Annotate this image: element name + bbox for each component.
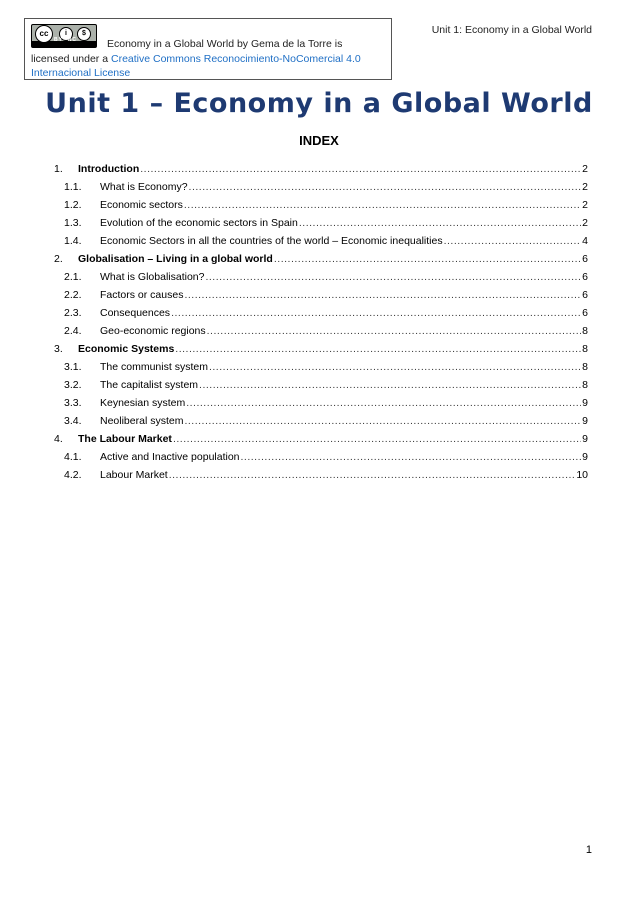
attribution-icon: i [59, 27, 73, 41]
toc-entry-page: 2 [582, 181, 588, 193]
license-box [24, 18, 392, 80]
toc-leader-dots [274, 250, 581, 268]
toc-entry-title: Labour Market [100, 469, 168, 481]
toc-entry-title: Factors or causes [100, 289, 184, 301]
license-prefix: licensed under a [31, 53, 111, 65]
license-line [31, 52, 361, 66]
index-heading: INDEX [299, 133, 339, 148]
creative-commons-link[interactable]: Creative Commons Reconocimiento-NoComercial 4.0 [110, 53, 361, 65]
toc-entry[interactable] [54, 322, 588, 340]
badge-text: BY NC [54, 37, 77, 43]
toc-entry-number: 4.1. [64, 451, 82, 463]
toc-entry-page: 2 [582, 199, 588, 211]
toc-entry-title: The communist system [100, 361, 208, 373]
toc-entry[interactable] [54, 430, 588, 448]
license-link-continued[interactable]: Internacional License [31, 67, 131, 79]
toc-leader-dots [140, 160, 581, 178]
toc-entry-number: 2. [54, 253, 63, 265]
toc-leader-dots [173, 430, 581, 448]
toc-entry-title: Economic Systems [78, 343, 175, 355]
toc-leader-dots [171, 304, 581, 322]
table-of-contents [54, 160, 588, 484]
toc-entry-title: Economic Sectors in all the countries of the world – Economic inequalities [100, 235, 443, 247]
toc-entry-page: 9 [582, 433, 588, 445]
toc-entry[interactable] [54, 304, 588, 322]
toc-entry-title: Geo-economic regions [100, 325, 206, 337]
toc-entry-number: 1.3. [64, 217, 82, 229]
toc-leader-dots [184, 196, 581, 214]
toc-leader-dots [186, 394, 581, 412]
toc-entry-page: 8 [582, 379, 588, 391]
toc-entry-title: Globalisation – Living in a global world [78, 253, 273, 265]
toc-entry[interactable] [54, 358, 588, 376]
toc-entry[interactable] [54, 214, 588, 232]
toc-leader-dots [199, 376, 581, 394]
toc-entry[interactable] [54, 268, 588, 286]
toc-entry-title: Introduction [78, 163, 140, 175]
toc-entry-number: 3.4. [64, 415, 82, 427]
toc-entry-page: 6 [582, 289, 588, 301]
toc-leader-dots [175, 340, 581, 358]
toc-entry[interactable] [54, 178, 588, 196]
toc-entry-page: 9 [582, 451, 588, 463]
toc-entry-number: 2.2. [64, 289, 82, 301]
toc-entry-title: The Labour Market [78, 433, 172, 445]
toc-entry-number: 2.1. [64, 271, 82, 283]
toc-entry-number: 1.1. [64, 181, 82, 193]
toc-entry-page: 8 [582, 361, 588, 373]
toc-entry-page: 6 [582, 253, 588, 265]
toc-entry[interactable] [54, 340, 588, 358]
toc-entry-page: 9 [582, 397, 588, 409]
toc-entry[interactable] [54, 448, 588, 466]
toc-entry-title: The capitalist system [100, 379, 199, 391]
noncommercial-icon: $ [77, 27, 91, 41]
cc-icon: cc [35, 25, 53, 43]
toc-entry-page: 2 [582, 163, 588, 175]
toc-leader-dots [189, 178, 582, 196]
toc-entry-page: 4 [582, 235, 588, 247]
toc-entry-page: 8 [582, 343, 588, 355]
license-attribution-text: Economy in a Global World by Gema de la Torre is [107, 38, 343, 50]
page-number: 1 [585, 844, 592, 856]
toc-entry-number: 1.4. [64, 235, 82, 247]
toc-leader-dots [205, 268, 581, 286]
toc-entry[interactable] [54, 466, 588, 484]
toc-entry-page: 9 [582, 415, 588, 427]
toc-entry-number: 4.2. [64, 469, 82, 481]
toc-entry-title: Evolution of the economic sectors in Spain [100, 217, 298, 229]
toc-entry-number: 4. [54, 433, 63, 445]
toc-entry-title: Neoliberal system [100, 415, 184, 427]
toc-leader-dots [209, 358, 581, 376]
toc-leader-dots [184, 286, 581, 304]
toc-entry[interactable] [54, 394, 588, 412]
page-title: Unit 1 – Economy in a Global World [45, 88, 593, 119]
toc-entry-page: 10 [576, 469, 588, 481]
toc-entry-title: What is Globalisation? [100, 271, 205, 283]
toc-leader-dots [169, 466, 576, 484]
toc-entry-page: 6 [582, 307, 588, 319]
toc-entry[interactable] [54, 160, 588, 178]
toc-entry-number: 1. [54, 163, 63, 175]
toc-entry-title: What is Economy? [100, 181, 188, 193]
toc-entry-number: 3.1. [64, 361, 82, 373]
running-header: Unit 1: Economy in a Global World [431, 24, 592, 36]
cc-by-nc-license-icon [31, 24, 97, 48]
toc-entry-title: Economic sectors [100, 199, 183, 211]
toc-entry-number: 2.3. [64, 307, 82, 319]
toc-entry-number: 3.3. [64, 397, 82, 409]
toc-leader-dots [207, 322, 582, 340]
toc-entry-page: 2 [582, 217, 588, 229]
toc-entry[interactable] [54, 250, 588, 268]
toc-entry-title: Consequences [100, 307, 171, 319]
toc-entry-page: 8 [582, 325, 588, 337]
toc-entry[interactable] [54, 376, 588, 394]
toc-entry-number: 2.4. [64, 325, 82, 337]
toc-leader-dots [299, 214, 581, 232]
toc-entry-number: 3. [54, 343, 63, 355]
toc-leader-dots [241, 448, 582, 466]
toc-entry[interactable] [54, 232, 588, 250]
toc-entry-number: 3.2. [64, 379, 82, 391]
toc-entry-title: Keynesian system [100, 397, 186, 409]
toc-leader-dots [444, 232, 582, 250]
toc-entry-page: 6 [582, 271, 588, 283]
toc-leader-dots [184, 412, 581, 430]
toc-entry[interactable] [54, 412, 588, 430]
toc-entry[interactable] [54, 286, 588, 304]
toc-entry[interactable] [54, 196, 588, 214]
toc-entry-title: Active and Inactive population [100, 451, 240, 463]
toc-entry-number: 1.2. [64, 199, 82, 211]
